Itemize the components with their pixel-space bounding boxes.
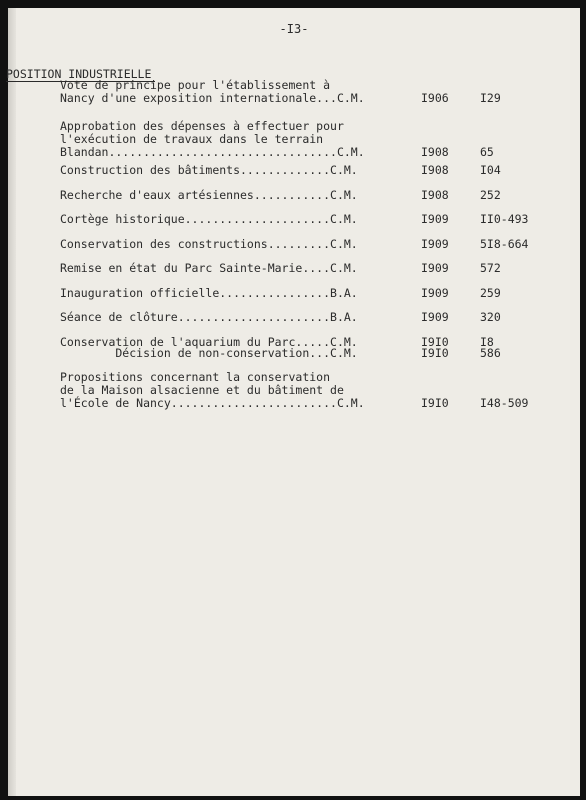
entry-text-line: Séance de clôture......................B.A. [60, 310, 358, 324]
entry-text-line: Vote de principe pour l'établissement à [60, 78, 331, 92]
entry-year: I9I0 [421, 335, 449, 349]
entry-reference: I48-509 [480, 396, 529, 410]
entry-text-line: l'École de Nancy........................C.M. [60, 396, 365, 410]
entry-year: I9I0 [421, 346, 449, 360]
entry-year: I9I0 [421, 396, 449, 410]
entry-year: I908 [421, 145, 449, 159]
entry-reference: I29 [480, 91, 501, 105]
entry-year: I908 [421, 163, 449, 177]
entry-text-line: Conservation des constructions.........C.M. [60, 237, 358, 251]
binding-edge [8, 8, 16, 796]
entry-text-line: Décision de non-conservation...C.M. [60, 346, 358, 360]
entry-text-line: Conservation de l'aquarium du Parc.....C.M. [60, 335, 358, 349]
entry-year: I909 [421, 237, 449, 251]
entry-text-line: Recherche d'eaux artésiennes...........C.M. [60, 188, 358, 202]
entry-year: I909 [421, 212, 449, 226]
document-page [8, 8, 580, 796]
entry-reference: 320 [480, 310, 501, 324]
section-heading: POSITION INDUSTRIELLE [6, 67, 155, 82]
entry-text-line: Nancy d'une exposition internationale...C.M. [60, 91, 365, 105]
entry-text-line: Approbation des dépenses à effectuer pour [60, 119, 344, 133]
entry-year: I909 [421, 286, 449, 300]
entry-reference: 252 [480, 188, 501, 202]
entry-reference: II0-493 [480, 212, 529, 226]
entry-reference: 5I8-664 [480, 237, 529, 251]
entry-reference: I8 [480, 335, 494, 349]
entry-reference: 65 [480, 145, 494, 159]
entry-year: I906 [421, 91, 449, 105]
entry-year: I909 [421, 310, 449, 324]
entry-text-line: Blandan.................................C.M. [60, 145, 365, 159]
entry-text-line: Inauguration officielle................B.A. [60, 286, 358, 300]
entry-reference: 259 [480, 286, 501, 300]
entry-text-line: Cortège historique.....................C.M. [60, 212, 358, 226]
entry-text-line: Remise en état du Parc Sainte-Marie....C.M. [60, 261, 358, 275]
entry-text-line: de la Maison alsacienne et du bâtiment de [60, 383, 344, 397]
entry-text-line: Construction des bâtiments.............C.M. [60, 163, 358, 177]
entry-text-line: Propositions concernant la conservation [60, 370, 331, 384]
entry-reference: 586 [480, 346, 501, 360]
entry-text-line: l'exécution de travaux dans le terrain [60, 132, 324, 146]
entry-year: I908 [421, 188, 449, 202]
entry-reference: 572 [480, 261, 501, 275]
page-number: -I3- [279, 22, 309, 36]
entry-year: I909 [421, 261, 449, 275]
entry-reference: I04 [480, 163, 501, 177]
